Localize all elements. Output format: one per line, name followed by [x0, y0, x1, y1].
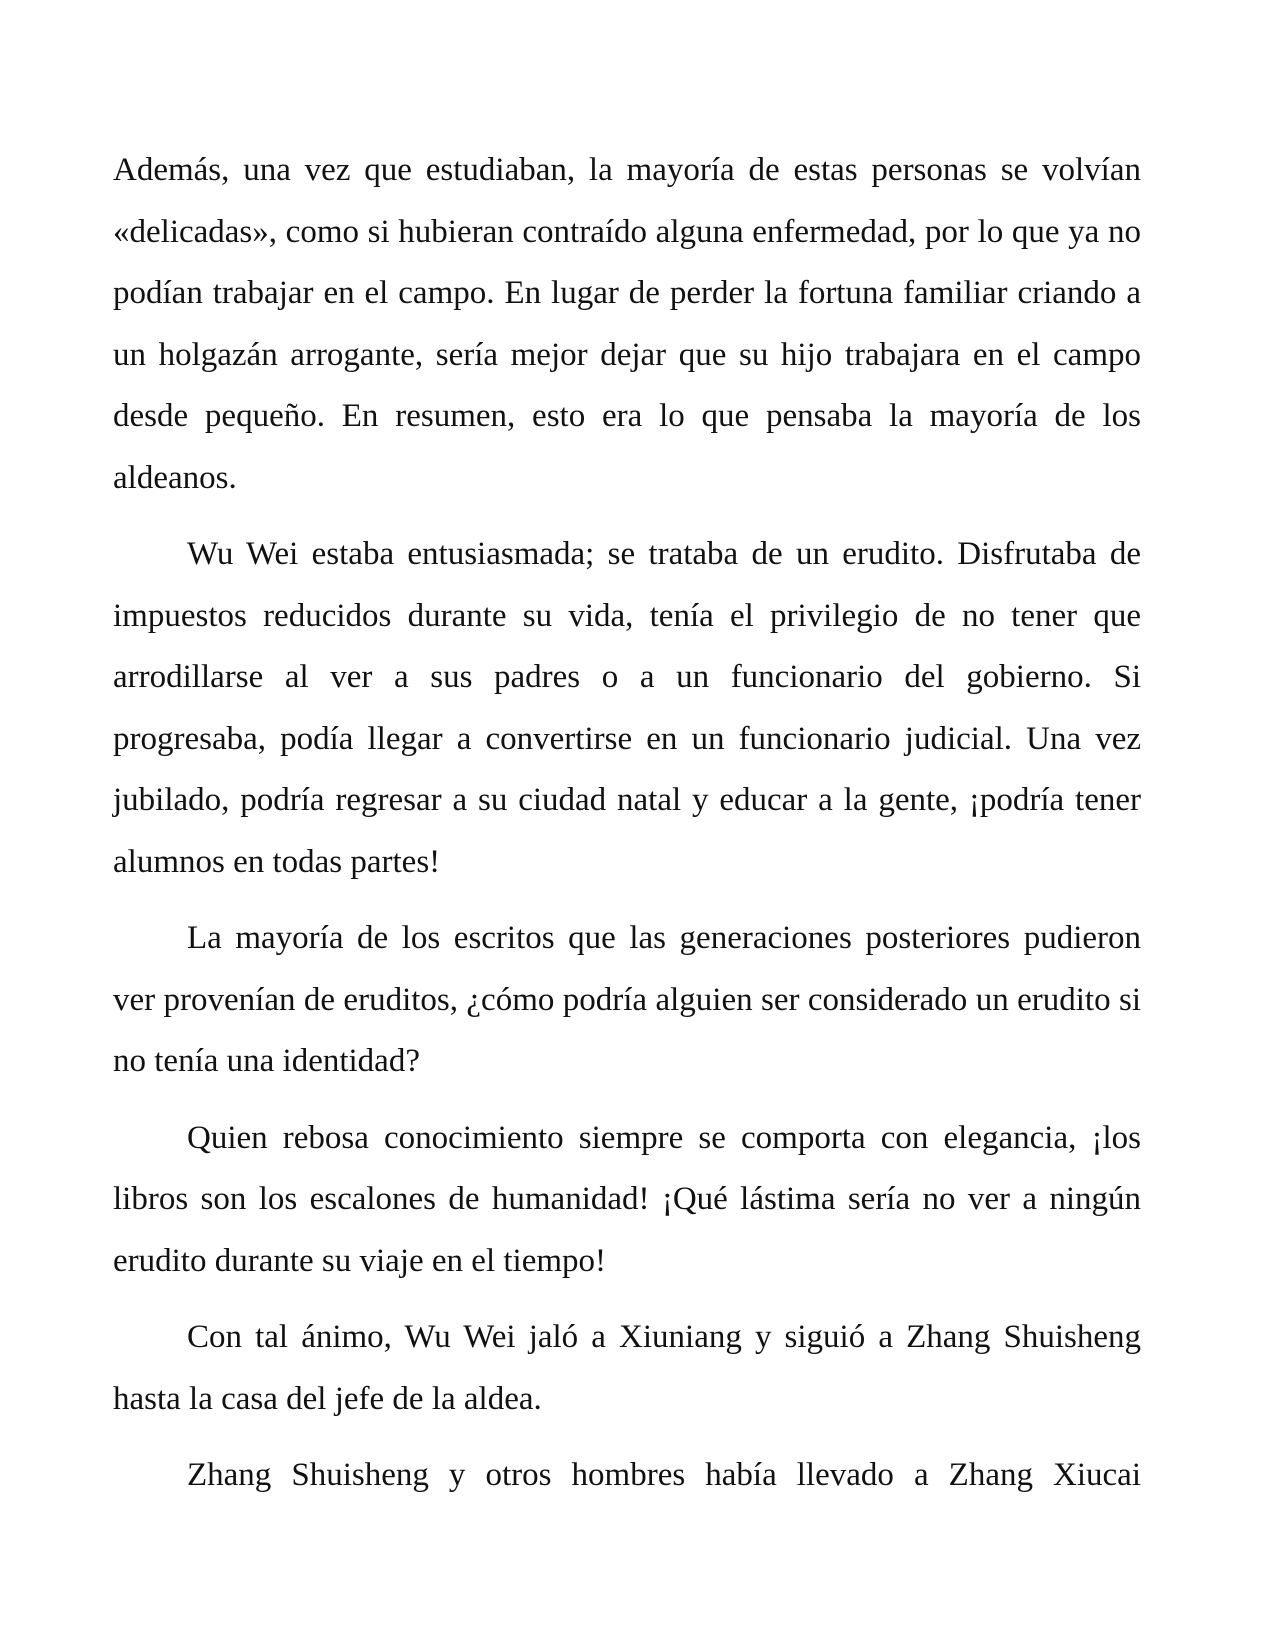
- paragraph-3: La mayoría de los escritos que las generaciones posteriores pudieron ver provenían de eruditos, ¿cómo podría alguien ser considerado un erudito si no tenía una identidad?: [113, 920, 1141, 1079]
- paragraph-6: Zhang Shuisheng y otros hombres había llevado a Zhang Xiucai: [187, 1457, 1141, 1493]
- paragraph-1: Además, una vez que estudiaban, la mayoría de estas personas se volvían «delicadas», como si hubieran contraído alguna enfermedad, por lo que ya no podían trabajar en el campo. En lugar de perder la fortuna familiar criando a un holgazán arrogante, sería mejor dejar que su hijo trabajara en el campo desde pequeño. En resumen, esto era lo que pensaba la mayoría de los aldeanos.: [113, 152, 1141, 496]
- paragraph-4: Quien rebosa conocimiento siempre se comporta con elegancia, ¡los libros son los escalones de humanidad! ¡Qué lástima sería no ver a ningún erudito durante su viaje en el tiempo!: [113, 1119, 1141, 1279]
- paragraph-2: Wu Wei estaba entusiasmada; se trataba de un erudito. Disfrutaba de impuestos reducidos durante su vida, tenía el privilegio de no tener que arrodillarse al ver a sus padres o a un funcionario del gobierno. Si progresaba, podía llegar a convertirse en un funcionario judicial. Una vez jubilado, podría regresar a su ciudad natal y educar a la gente, ¡podría tener alumnos en todas partes!: [113, 536, 1141, 880]
- paragraph-5: Con tal ánimo, Wu Wei jaló a Xiuniang y siguió a Zhang Shuisheng hasta la casa del jefe de la aldea.: [113, 1319, 1141, 1417]
- page-body: [113, 140, 1141, 1507]
